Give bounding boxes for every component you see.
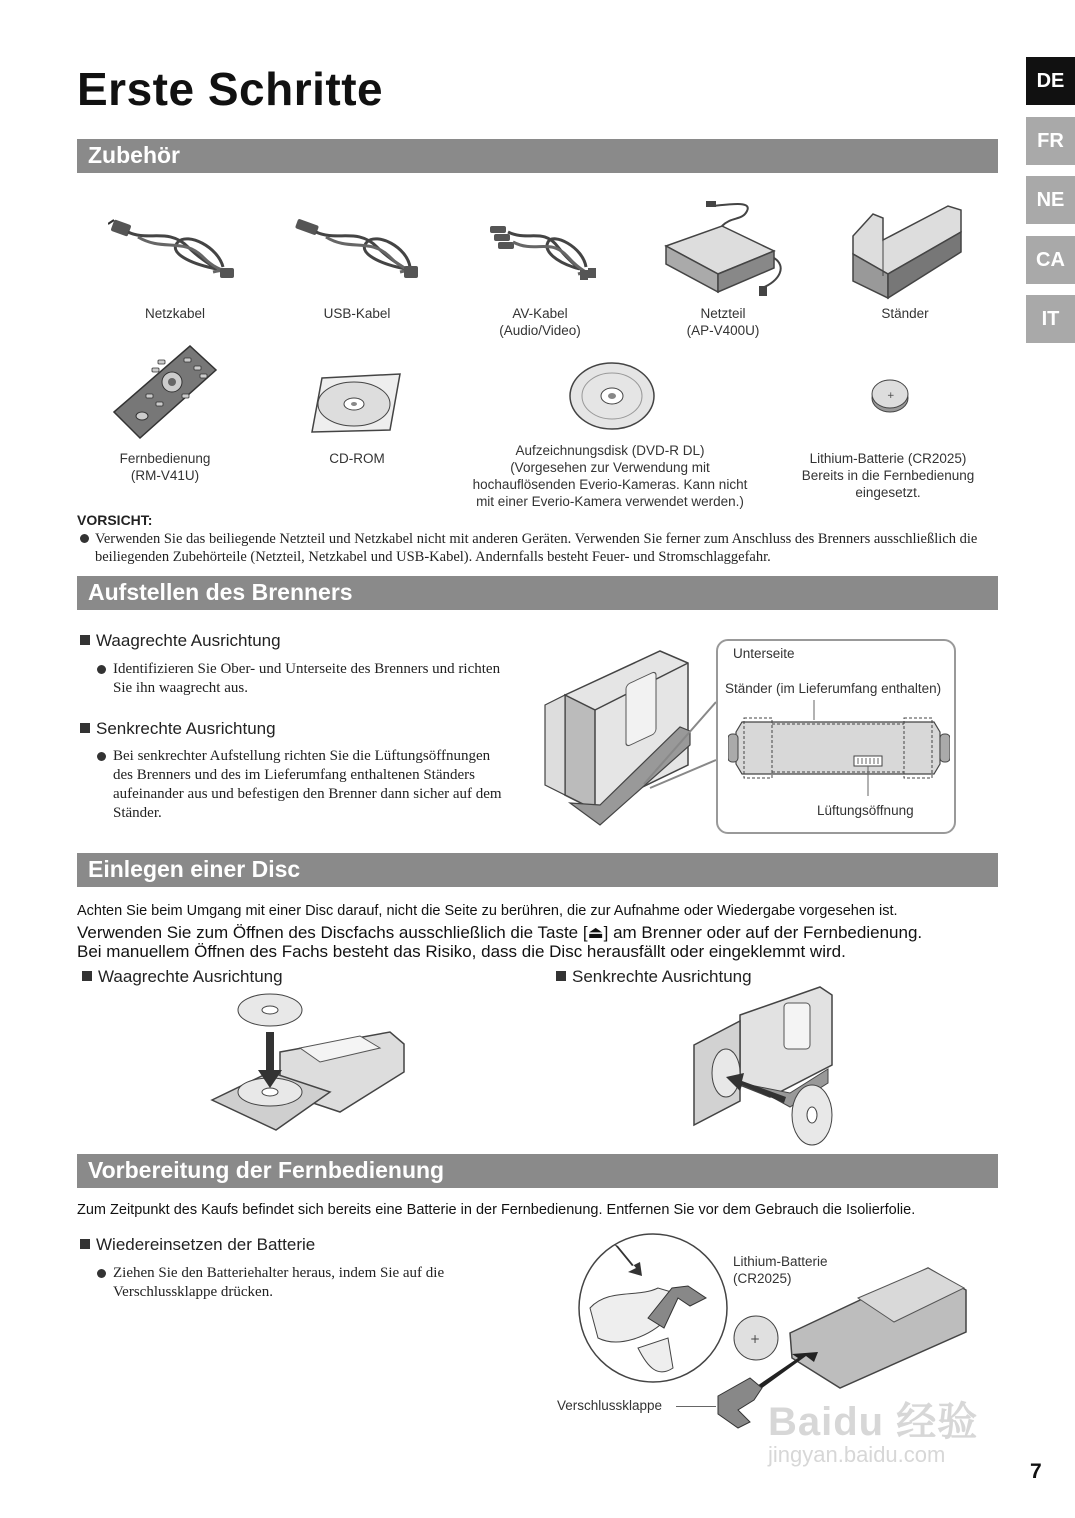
latch-leader-line xyxy=(676,1406,716,1407)
tab-ne[interactable]: NE xyxy=(1026,176,1075,224)
accessory-label-usb: USB-Kabel xyxy=(323,306,391,321)
accessory-label-av: AV-Kabel (Audio/Video) xyxy=(499,306,581,338)
section-heading-einlegen: Einlegen einer Disc xyxy=(77,853,998,887)
subheading-text: Wiedereinsetzen der Batterie xyxy=(96,1235,316,1254)
section-heading-aufstellen: Aufstellen des Brenners xyxy=(77,576,998,610)
subheading-text: Senkrechte Ausrichtung xyxy=(96,719,276,738)
remote-intro: Zum Zeitpunkt des Kaufs befindet sich bereits eine Batterie in der Fernbedienung. Entfernen Sie vor dem Gebrauch die Isolierfolie. xyxy=(77,1202,916,1218)
tab-fr[interactable]: FR xyxy=(1026,117,1075,165)
battery-icon xyxy=(870,378,910,414)
callout-title: Unterseite xyxy=(733,646,795,661)
subheading-batterie xyxy=(80,1235,315,1255)
watermark-url: jingyan.baidu.com xyxy=(768,1442,946,1467)
caution-title: VORSICHT: xyxy=(77,512,153,528)
svg-text:+: + xyxy=(887,391,895,401)
subheading-text: Senkrechte Ausrichtung xyxy=(572,967,752,986)
disc-icon xyxy=(567,360,657,432)
subheading-senkrecht xyxy=(80,719,276,739)
bullet-dot xyxy=(97,665,106,674)
ac-adapter-icon xyxy=(662,196,787,301)
instruction-senkrecht: Bei senkrechter Aufstellung richten Sie die Lüftungsöffnungen des Brenners und des im Lieferumfang enthaltenen Ständers aufeinander aus und befestigen den Brenner dann sicher auf dem Ständer. xyxy=(113,748,502,821)
callout-pointer xyxy=(640,700,720,790)
instruction-waagrecht: Identifizieren Sie Ober- und Unterseite des Brenners und richten Sie ihn waagrecht aus. xyxy=(113,661,501,696)
disc-eject-note: Verwenden Sie zum Öffnen des Discfachs ausschließlich die Taste [⏏] am Brenner oder auf der Fernbedienung. xyxy=(77,923,923,942)
svg-text:+: + xyxy=(750,1332,761,1346)
tab-de[interactable]: DE xyxy=(1026,57,1075,105)
accessory-label-fernbedienung: Fernbedienung (RM-V41U) xyxy=(119,451,211,483)
vertical-disc-insert-illustration xyxy=(690,985,840,1147)
cd-rom-icon xyxy=(310,372,402,434)
section-heading-fernbedienung: Vorbereitung der Fernbedienung xyxy=(77,1154,998,1188)
disc-handling-note: Achten Sie beim Umgang mit einer Disc darauf, nicht die Seite zu berühren, die zur Aufnahme oder Wiedergabe vorgesehen ist. xyxy=(77,903,898,919)
usb-cable-icon xyxy=(292,212,427,287)
stand-icon xyxy=(843,196,968,301)
accessory-label-netzkabel: Netzkabel xyxy=(144,306,206,321)
av-cable-icon xyxy=(488,212,598,287)
page-title: Erste Schritte xyxy=(77,63,384,115)
power-cable-icon xyxy=(108,212,243,287)
accessory-label-batterie: Lithium-Batterie (CR2025) Bereits in die Fernbedienung eingesetzt. xyxy=(801,451,975,500)
caution-text: Verwenden Sie das beiliegende Netzteil und Netzkabel nicht mit anderen Geräten. Verwenden Sie ferner zum Anschluss des Brenners ausschließlich die beiliegenden Zubehörteile (Netzteil, Netzkabel und USB-Kabel). Andernfalls besteht Feuer- und Stromschlaggefahr. xyxy=(95,531,978,565)
bullet-dot xyxy=(97,1269,106,1278)
accessory-label-staender: Ständer xyxy=(881,306,929,321)
section-heading-zubehoer: Zubehör xyxy=(77,139,998,173)
bullet-dot xyxy=(97,752,106,761)
label-latch: Verschlussklappe xyxy=(557,1398,663,1413)
page-number: 7 xyxy=(1030,1460,1042,1483)
callout-vent-label: Lüftungsöffnung xyxy=(817,803,914,818)
disc-risk-note: Bei manuellem Öffnen des Fachs besteht das Risiko, dass die Disc herausfällt oder eingeklemmt wird. xyxy=(77,942,846,961)
subheading-text: Waagrechte Ausrichtung xyxy=(96,631,281,650)
accessory-label-disc: Aufzeichnungsdisk (DVD-R DL) (Vorgesehen zur Verwendung mit hochauflösenden Everio-Kameras. Kann nicht mit einer Everio-Kamera verwendet werden.) xyxy=(472,443,748,509)
horizontal-disc-insert-illustration xyxy=(210,992,410,1132)
tab-it[interactable]: IT xyxy=(1026,295,1075,343)
label-lithium-battery: Lithium-Batterie (CR2025) xyxy=(733,1254,828,1286)
watermark-brand: Baidu 经验 xyxy=(768,1400,979,1444)
subheading-disc-senkrecht xyxy=(556,967,752,987)
accessory-label-netzteil: Netzteil (AP-V400U) xyxy=(686,306,760,338)
burner-underside-illustration xyxy=(728,698,950,798)
callout-stand-label: Ständer (im Lieferumfang enthalten) xyxy=(725,681,942,696)
tab-ca[interactable]: CA xyxy=(1026,236,1075,284)
instruction-batterie: Ziehen Sie den Batteriehalter heraus, indem Sie auf die Verschlussklappe drücken. xyxy=(113,1265,445,1300)
bullet-dot xyxy=(80,534,89,543)
remote-control-icon xyxy=(110,342,220,442)
subheading-waagrecht xyxy=(80,631,281,651)
subheading-disc-waagrecht xyxy=(82,967,283,987)
accessory-label-cdrom: CD-ROM xyxy=(329,451,385,466)
subheading-text: Waagrechte Ausrichtung xyxy=(98,967,283,986)
